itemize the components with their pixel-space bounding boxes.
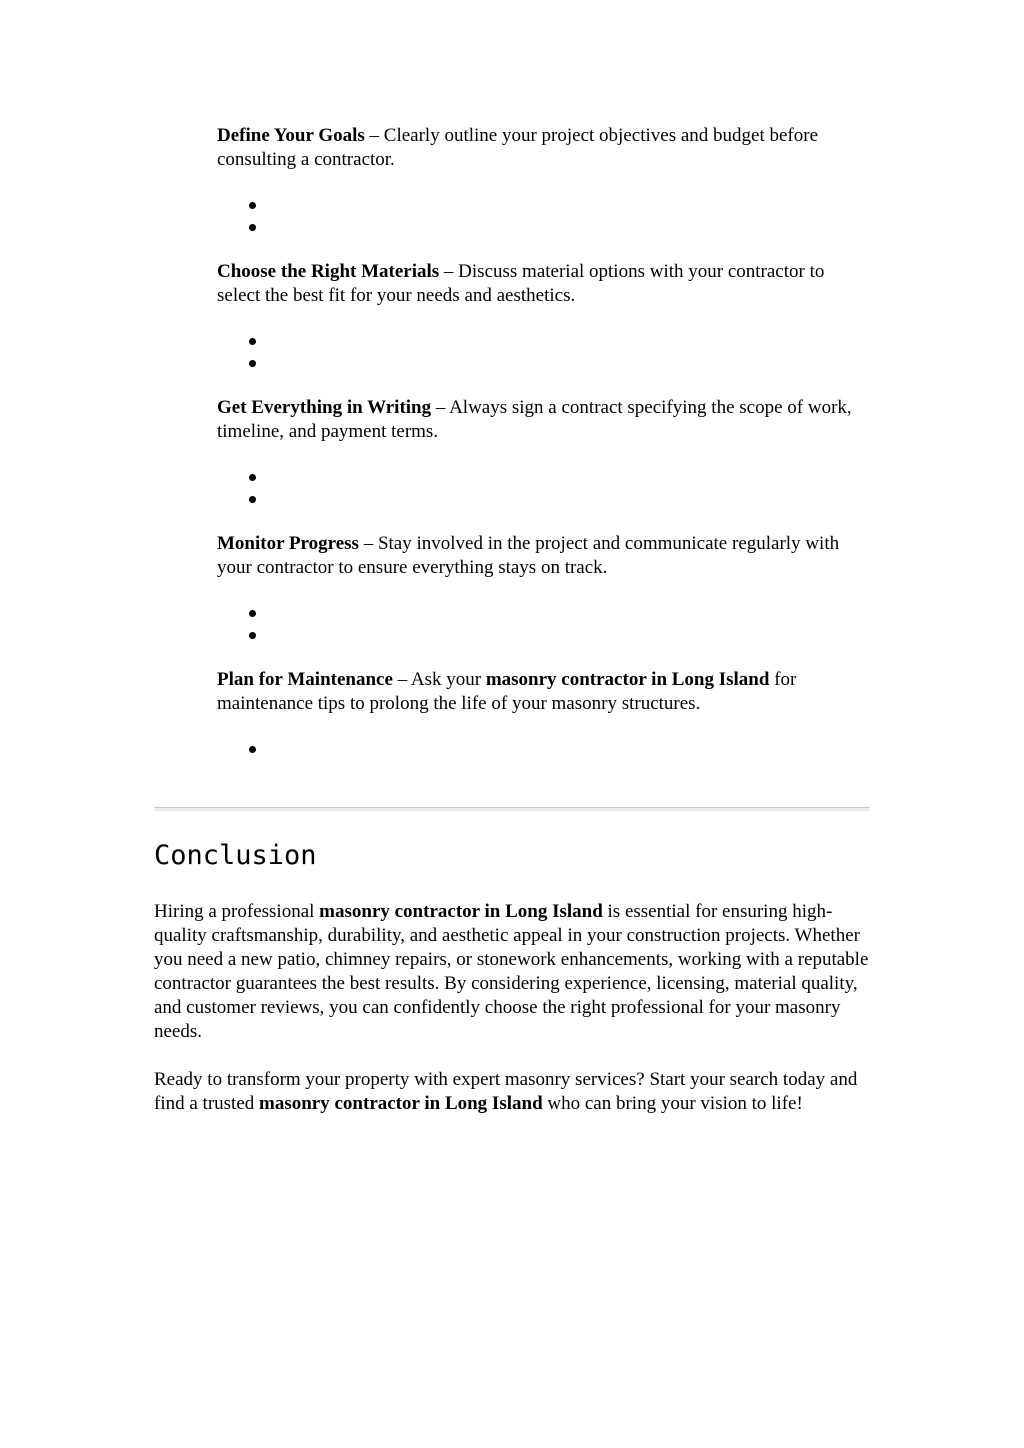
paragraph-text: Ready to transform your property with expert masonry services? Start your search today and find a trusted [154,1069,858,1114]
tip-separator: – [364,125,384,146]
paragraph-text: who can bring your vision to life! [542,1093,803,1114]
tip-plan-maintenance [217,668,867,716]
tip-separator: – [431,397,450,418]
empty-bullet-list [217,330,867,374]
tip-description: Clearly outline your project objectives and budget before consulting a contractor. [217,125,818,170]
keyword: masonry contractor in Long Island [485,669,770,690]
tip-title: Define Your Goals [217,125,365,146]
list-item [217,488,867,510]
tip-title: Choose the Right Materials [217,261,440,282]
paragraph-text: is essential for ensuring high-quality craftsmanship, durability, and aesthetic appeal in your construction projects. Whether you need a new patio, chimney repairs, or stonework enhancements, working with a reputable contractor guarantees the best results. By considering experience, licensing, material quality, and customer reviews, you can confidently choose the right professional for your masonry needs. [154,901,869,1042]
list-item [217,738,867,760]
list-item [217,602,867,624]
keyword: masonry contractor in Long Island [259,1093,543,1114]
paragraph-text: Hiring a professional [154,901,320,922]
tip-monitor-progress [217,532,867,580]
tip-description: for maintenance tips to prolong the life of your masonry structures. [217,669,797,714]
tip-description: Discuss material options with your contractor to select the best fit for your needs and aesthetics. [217,261,825,306]
tips-section [217,124,867,782]
conclusion-section [154,900,878,1140]
tip-title: Monitor Progress [217,533,359,554]
tip-title: Plan for Maintenance [217,669,393,690]
tip-separator: – [439,261,459,282]
tip-separator: – [358,533,378,554]
tip-title: Get Everything in Writing [217,397,432,418]
conclusion-paragraph-2 [154,1068,878,1116]
horizontal-rule [154,807,870,811]
list-item [217,194,867,216]
empty-bullet-list [217,194,867,238]
list-item [217,466,867,488]
tip-define-goals [217,124,867,172]
tip-choose-materials [217,260,867,308]
list-item [217,216,867,238]
tip-get-in-writing [217,396,867,444]
keyword: masonry contractor in Long Island [319,901,603,922]
empty-bullet-list [217,602,867,646]
list-item [217,624,867,646]
list-item [217,352,867,374]
empty-bullet-list [217,466,867,510]
list-item [217,330,867,352]
tip-description: Stay involved in the project and communicate regularly with your contractor to ensure everything stays on track. [217,533,840,578]
tip-description: Always sign a contract specifying the scope of work, timeline, and payment terms. [217,397,852,442]
tip-separator: – Ask your [392,669,486,690]
conclusion-paragraph-1 [154,900,878,1044]
conclusion-heading: Conclusion [154,840,317,871]
empty-bullet-list [217,738,867,760]
